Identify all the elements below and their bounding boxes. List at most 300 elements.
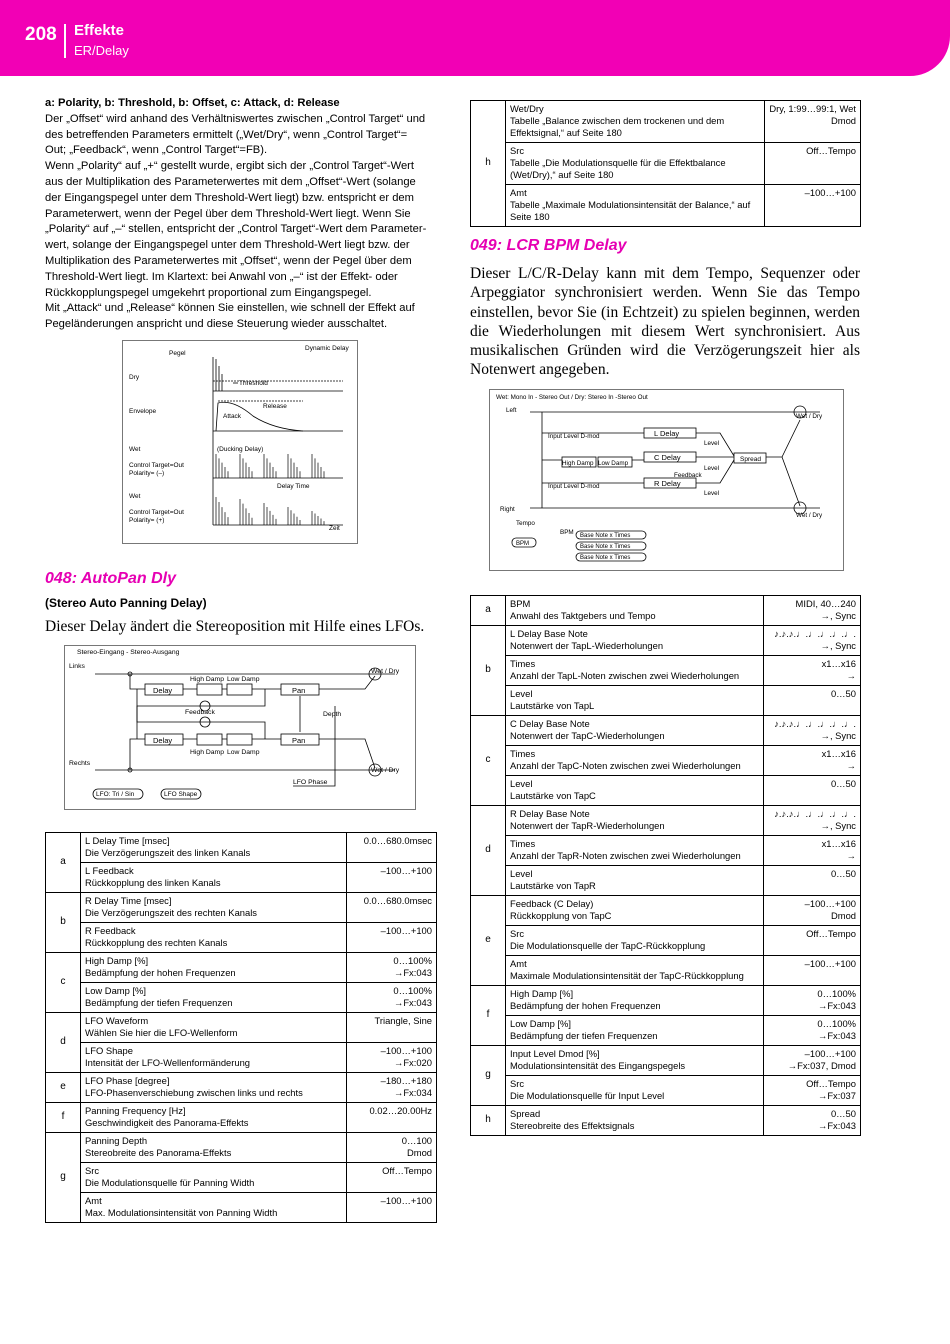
- intro-heading: a: Polarity, b: Threshold, b: Offset, c: Attack, d: Release: [45, 97, 340, 109]
- param-value-cell: [764, 596, 861, 626]
- param-desc: Intensität der LFO-Wellenformänderung: [85, 1057, 251, 1068]
- param-name-cell: [506, 1106, 764, 1136]
- param-value: 0…100%: [817, 1018, 856, 1029]
- param-value-cell: [765, 143, 861, 185]
- param-group-label: e: [46, 1073, 81, 1103]
- ap-label-depth: Depth: [323, 711, 342, 718]
- param-name: Low Damp [%]: [510, 1018, 571, 1029]
- param-group-label: f: [471, 986, 506, 1046]
- param-row: [46, 953, 437, 983]
- param-value: Off…Tempo: [806, 928, 856, 939]
- params-table-048: [45, 832, 437, 1223]
- ap-label-wetdry-bot: Wet / Dry: [371, 767, 400, 774]
- ap-label-highdamp1: High Damp: [190, 676, 224, 683]
- param-value: ♪.♪.♪.♩.♩.♩.♩.♩.: [774, 808, 856, 819]
- param-value-cell: [764, 1076, 861, 1106]
- param-name-cell: [81, 1133, 347, 1163]
- param-desc: Notenwert der TapR-Wiederholungen: [510, 820, 665, 831]
- param-value: Off…Tempo: [806, 145, 856, 156]
- param-name-cell: [81, 863, 347, 893]
- lcr-svg: [490, 390, 843, 570]
- ap-label-lfophase: LFO Phase: [293, 779, 328, 786]
- param-name-cell: [506, 926, 764, 956]
- params-table-wetdry: [470, 100, 861, 227]
- param-value-cell: [764, 686, 861, 716]
- param-group-label: a: [46, 833, 81, 893]
- param-value-cell: [346, 833, 436, 863]
- intro-text-block: [45, 96, 440, 333]
- dyn-label-threshold: Threshold: [239, 380, 268, 387]
- lcr-label-left: Left: [506, 407, 517, 414]
- param-value-extra: →, Sync: [820, 640, 856, 651]
- param-name: Level: [510, 688, 533, 699]
- param-name-cell: [506, 716, 764, 746]
- param-value-cell: [764, 776, 861, 806]
- param-value: ♪.♪.♪.♩.♩.♩.♩.♩.: [774, 718, 856, 729]
- param-desc: Anwahl des Taktgebers und Tempo: [510, 610, 656, 621]
- param-value-cell: [764, 1046, 861, 1076]
- param-value-cell: [764, 926, 861, 956]
- param-name: Feedback (C Delay): [510, 898, 594, 909]
- param-value-cell: [764, 866, 861, 896]
- param-group-label: f: [46, 1103, 81, 1133]
- param-name: L Delay Base Note: [510, 628, 588, 639]
- lcr-box-cdelay: C Delay: [654, 453, 681, 462]
- param-value-extra: →Fx:034: [393, 1087, 432, 1098]
- param-row: [471, 596, 861, 626]
- page-number: 208: [25, 24, 57, 45]
- param-desc: Geschwindigkeit des Panorama-Effekts: [85, 1117, 249, 1128]
- lcr-delay-diagram: [489, 389, 844, 571]
- ap-label-lowdamp1: Low Damp: [227, 676, 260, 683]
- param-desc: Tabelle „Balance zwischen dem trockenen und dem Effektsignal,“ auf Seite 180: [510, 115, 725, 138]
- param-value: –100…+100: [804, 958, 856, 969]
- param-value-extra: →: [846, 850, 856, 861]
- param-desc: Max. Modulationsintensität von Panning Width: [85, 1207, 278, 1218]
- param-name-cell: [506, 1016, 764, 1046]
- intro-line: Pegeländerungen anspricht und diese Steuerung wieder ausschaltet.: [45, 318, 388, 331]
- param-name: R Delay Base Note: [510, 808, 590, 819]
- param-value-extra: →Fx:043: [393, 967, 432, 978]
- param-value-extra: →Fx:043: [817, 1000, 856, 1011]
- param-name: Panning Frequency [Hz]: [85, 1105, 186, 1116]
- param-row: [46, 863, 437, 893]
- ap-box-delay2: Delay: [153, 736, 173, 745]
- param-name-cell: [506, 185, 765, 227]
- param-name: Input Level Dmod [%]: [510, 1048, 600, 1059]
- param-name-cell: [506, 1046, 764, 1076]
- intro-line: Threshold-Wert liegt. Im Klartext: bei Anwahl von „–“ ist der Effekt- oder: [45, 270, 398, 283]
- autopan-diagram: [64, 645, 416, 810]
- param-value-cell: [764, 746, 861, 776]
- param-value: –100…+100: [804, 187, 856, 198]
- param-value: –100…+100: [804, 1048, 856, 1059]
- param-row: [46, 923, 437, 953]
- dyn-title: Dynamic Delay: [305, 345, 349, 352]
- param-row: [46, 1133, 437, 1163]
- param-row: [471, 1106, 861, 1136]
- param-row: [46, 1103, 437, 1133]
- param-desc: Bedämpfung der tiefen Frequenzen: [510, 1030, 658, 1041]
- param-value-cell: [346, 953, 436, 983]
- param-value-cell: [764, 956, 861, 986]
- param-value: 0…100%: [817, 988, 856, 999]
- param-value-cell: [346, 1103, 436, 1133]
- param-name: High Damp [%]: [510, 988, 574, 999]
- param-value-extra: →Fx:043: [817, 1120, 856, 1131]
- param-value-extra: →Fx:043: [393, 997, 432, 1008]
- ap-box-delay1: Delay: [153, 686, 173, 695]
- param-name: Src: [510, 928, 525, 939]
- param-group-label: e: [471, 896, 506, 986]
- param-desc: Die Modulationsquelle für Panning Width: [85, 1177, 255, 1188]
- param-value: 0…50: [830, 868, 856, 879]
- param-group-label: g: [46, 1133, 81, 1223]
- param-value-cell: [764, 1016, 861, 1046]
- param-desc: Die Modulationsquelle der TapC-Rückkopplung: [510, 940, 706, 951]
- param-desc: Wählen Sie hier die LFO-Wellenform: [85, 1027, 238, 1038]
- param-value: x1…x16: [821, 658, 856, 669]
- page-header: [0, 0, 950, 76]
- param-desc: Die Verzögerungszeit des rechten Kanals: [85, 907, 257, 918]
- param-name: Src: [510, 1078, 525, 1089]
- dynamic-delay-diagram: [122, 340, 358, 544]
- param-desc: LFO-Phasenverschiebung zwischen links und rechts: [85, 1087, 303, 1098]
- param-value-cell: [346, 863, 436, 893]
- param-value-cell: [764, 1106, 861, 1136]
- param-row: [471, 716, 861, 746]
- lcr-label-feedback: Feedback: [674, 472, 702, 479]
- param-value: –180…+180: [380, 1075, 432, 1086]
- param-name: R Feedback: [85, 925, 136, 936]
- param-name-cell: [506, 806, 764, 836]
- param-value-cell: [346, 1043, 436, 1073]
- param-name: BPM: [510, 598, 531, 609]
- param-value-extra: →Fx:037: [817, 1090, 856, 1101]
- param-row: [46, 1013, 437, 1043]
- ap-box-pan1: Pan: [292, 686, 306, 695]
- param-desc: Tabelle „Die Modulationsquelle für die Effektbalance (Wet/Dry),“ auf Seite 180: [510, 157, 726, 180]
- param-name: LFO Shape: [85, 1045, 133, 1056]
- param-value-extra: Dmod: [830, 910, 856, 921]
- param-row: [471, 926, 861, 956]
- param-value: MIDI, 40…240: [795, 598, 856, 609]
- lcr-label-inlevel1: Input Level D-mod: [548, 433, 600, 440]
- lcr-bpm-pill: BPM: [516, 541, 530, 547]
- param-row: [46, 1163, 437, 1193]
- param-group-label: b: [471, 626, 506, 716]
- param-desc: Maximale Modulationsintensität der TapC-Rückkopplung: [510, 970, 744, 981]
- param-name-cell: [81, 1103, 347, 1133]
- param-value-extra: →Fx:043: [817, 1030, 856, 1041]
- param-row: [46, 1073, 437, 1103]
- param-desc: Bedämpfung der hohen Frequenzen: [85, 967, 236, 978]
- param-value-extra: Dmod: [830, 115, 856, 126]
- param-row: [471, 626, 861, 656]
- param-desc: Rückkopplung des rechten Kanals: [85, 937, 228, 948]
- param-row: [46, 833, 437, 863]
- dyn-label-ct1: Control Target=Out: [129, 462, 184, 469]
- param-value: 0.0…680.0msec: [363, 895, 432, 906]
- param-row: [471, 185, 861, 227]
- lcr-label-highdamp: High Damp: [562, 460, 594, 467]
- param-name: Panning Depth: [85, 1135, 148, 1146]
- dyn-label-zeit: Zeit: [329, 525, 340, 532]
- param-group-label: h: [471, 1106, 506, 1136]
- param-row: [471, 776, 861, 806]
- dyn-label-dry: Dry: [129, 374, 140, 381]
- param-name-cell: [506, 746, 764, 776]
- chapter-title: Effekte: [74, 22, 125, 39]
- param-name: Src: [510, 145, 525, 156]
- param-value: x1…x16: [821, 838, 856, 849]
- param-name: Amt: [510, 958, 527, 969]
- param-row: [46, 1043, 437, 1073]
- ap-label-lowdamp2: Low Damp: [227, 749, 260, 756]
- param-value: Dry, 1:99…99:1, Wet: [769, 103, 856, 114]
- lcr-base3: Base Note x Times: [580, 555, 631, 561]
- param-name: Low Damp [%]: [85, 985, 146, 996]
- param-value: 0…100%: [393, 985, 432, 996]
- ap-label-wetdry-top: Wet / Dry: [371, 668, 400, 675]
- dyn-label-ducking: (Ducking Delay): [217, 446, 264, 453]
- header-divider: [64, 24, 66, 58]
- lcr-label-wetdry-top: Wet / Dry: [796, 413, 823, 420]
- param-value: 0…100%: [393, 955, 432, 966]
- param-name-cell: [81, 833, 347, 863]
- section-048-title: 048: AutoPan Dly: [45, 570, 176, 587]
- param-name: Amt: [510, 187, 527, 198]
- param-name-cell: [506, 656, 764, 686]
- param-desc: Stereobreite des Panorama-Effekts: [85, 1147, 232, 1158]
- dynamic-delay-svg: [123, 341, 357, 543]
- param-group-label: g: [471, 1046, 506, 1106]
- param-desc: Anzahl der TapR-Noten zwischen zwei Wiederholungen: [510, 850, 741, 861]
- param-row: [46, 893, 437, 923]
- param-desc: Lautstärke von TapL: [510, 700, 595, 711]
- param-group-label: h: [471, 101, 506, 227]
- param-name: Times: [510, 838, 536, 849]
- param-desc: Stereobreite des Effektsignals: [510, 1120, 635, 1131]
- param-row: [471, 1046, 861, 1076]
- param-value-cell: [346, 923, 436, 953]
- param-value-extra: →, Sync: [820, 820, 856, 831]
- param-name: Wet/Dry: [510, 103, 544, 114]
- param-value: x1…x16: [821, 748, 856, 759]
- param-group-label: d: [46, 1013, 81, 1073]
- section-048-desc: Dieser Delay ändert die Stereoposition mit Hilfe eines LFOs.: [45, 618, 425, 635]
- param-value-cell: [764, 896, 861, 926]
- param-row: [471, 1076, 861, 1106]
- param-value: –100…+100: [380, 925, 432, 936]
- param-desc: Modulationsintensität des Eingangspegels: [510, 1060, 686, 1071]
- param-name-cell: [81, 1073, 347, 1103]
- param-name-cell: [506, 896, 764, 926]
- lcr-label-level3: Level: [704, 490, 720, 497]
- param-desc: Lautstärke von TapC: [510, 790, 596, 801]
- param-desc: Rückkopplung des linken Kanals: [85, 877, 221, 888]
- param-value-extra: Dmod: [406, 1147, 432, 1158]
- param-name: Src: [85, 1165, 100, 1176]
- param-value: 0…100: [401, 1135, 432, 1146]
- param-name-cell: [506, 956, 764, 986]
- lcr-label-wetdry-bot: Wet / Dry: [796, 512, 823, 519]
- param-name-cell: [506, 596, 764, 626]
- ap-label-feedback: Feedback: [185, 709, 215, 716]
- param-name-cell: [506, 836, 764, 866]
- intro-line: Out; „Feedback“, wenn „Control Target“=FB).: [45, 144, 268, 157]
- param-group-label: d: [471, 806, 506, 896]
- intro-line: aus der Multiplikation des Parameterwertes mit dem „Offset“-Wert (solange: [45, 175, 416, 188]
- lcr-base2: Base Note x Times: [580, 544, 631, 550]
- dyn-label-ct2: Control Target=Out: [129, 509, 184, 516]
- intro-line: des betreffenden Parameters ermittelt („Wet/Dry“, wenn „Control Target“=: [45, 128, 408, 141]
- param-name: C Delay Base Note: [510, 718, 590, 729]
- param-value: –100…+100: [380, 1195, 432, 1206]
- param-value: 0.0…680.0msec: [363, 835, 432, 846]
- param-row: [471, 896, 861, 926]
- param-name-cell: [506, 686, 764, 716]
- param-desc: Anzahl der TapL-Noten zwischen zwei Wiederholungen: [510, 670, 740, 681]
- lcr-label-bpm1: BPM: [560, 529, 574, 536]
- param-row: [471, 986, 861, 1016]
- param-value: 0…50: [830, 778, 856, 789]
- param-value-extra: →Fx:037, Dmod: [787, 1060, 856, 1071]
- param-value-cell: [764, 716, 861, 746]
- param-value-cell: [764, 656, 861, 686]
- param-value-cell: [346, 1073, 436, 1103]
- param-value-extra: →, Sync: [820, 730, 856, 741]
- param-value-cell: [346, 983, 436, 1013]
- dyn-label-delaytime: Delay Time: [277, 483, 310, 490]
- ap-box-pan2: Pan: [292, 736, 306, 745]
- intro-line: Wenn „Polarity“ auf „+“ gestellt wurde, ergibt sich der „Control Target“-Wert: [45, 160, 415, 173]
- section-049-desc: Dieser L/C/R-Delay kann mit dem Tempo, Sequenzer oder Arpeggiator synchronisiert werden. Wenn Sie das Tempo einstellen, bevor Sie (in Echtzeit) zu spielen beginnen, werden die Wiederholungen mit diesem Wert synchronisiert. Aus musikalischen Gründen wird die Verzögerungszeit hier als Notenwert angegeben.: [470, 265, 860, 379]
- param-desc: Die Verzögerungszeit des linken Kanals: [85, 847, 251, 858]
- param-value: Off…Tempo: [806, 1078, 856, 1089]
- param-desc: Notenwert der TapC-Wiederholungen: [510, 730, 665, 741]
- param-value: 0…50: [830, 688, 856, 699]
- param-name-cell: [81, 893, 347, 923]
- param-name: Times: [510, 658, 536, 669]
- param-value-cell: [346, 1193, 436, 1223]
- ap-label-highdamp2: High Damp: [190, 749, 224, 756]
- param-desc: Lautstärke von TapR: [510, 880, 596, 891]
- intro-lines: [45, 112, 440, 333]
- param-row: [471, 956, 861, 986]
- param-row: [471, 836, 861, 866]
- dyn-label-pol2: Polarity= (+): [129, 517, 165, 524]
- param-name: R Delay Time [msec]: [85, 895, 172, 906]
- intro-line: Multiplikation des Parameterwertes mit „Offset“, wenn der Pegel über dem: [45, 254, 412, 267]
- lcr-label-tempo: Tempo: [516, 520, 535, 527]
- intro-line: wert, solange der Eingangspegel unter dem Threshold-Wert liegt bzw. der: [45, 239, 410, 252]
- dyn-label-release: Release: [263, 403, 287, 410]
- param-desc: Rückkopplung von TapC: [510, 910, 612, 921]
- param-name-cell: [506, 776, 764, 806]
- param-group-label: c: [471, 716, 506, 806]
- param-name: Times: [510, 748, 536, 759]
- param-value-extra: →: [846, 760, 856, 771]
- param-name-cell: [81, 1043, 347, 1073]
- param-name: LFO Waveform: [85, 1015, 149, 1026]
- param-value-cell: [764, 626, 861, 656]
- param-value-cell: [346, 1013, 436, 1043]
- lcr-box-rdelay: R Delay: [654, 479, 681, 488]
- ap-lfo-wave: LFO: Tri / Sin: [96, 791, 135, 798]
- lcr-label-level2: Level: [704, 465, 720, 472]
- param-group-label: c: [46, 953, 81, 1013]
- param-name-cell: [81, 1163, 347, 1193]
- section-049-title: 049: LCR BPM Delay: [470, 237, 627, 254]
- param-row: [471, 656, 861, 686]
- param-row: [471, 1016, 861, 1046]
- param-name: Amt: [85, 1195, 102, 1206]
- param-desc: Die Modulationsquelle für Input Level: [510, 1090, 665, 1101]
- param-row: [471, 101, 861, 143]
- lcr-label-inlevel2: Input Level D-mod: [548, 483, 600, 490]
- lcr-label-right: Right: [500, 506, 515, 513]
- param-value-cell: [764, 986, 861, 1016]
- param-name-cell: [506, 143, 765, 185]
- param-value-cell: [765, 185, 861, 227]
- param-name: L Delay Time [msec]: [85, 835, 170, 846]
- chapter-subtitle: ER/Delay: [74, 43, 129, 58]
- intro-line: Der „Offset“ wird anhand des Verhältniswertes zwischen „Control Target“ und: [45, 112, 426, 125]
- lcr-label-level1: Level: [704, 440, 720, 447]
- param-row: [46, 1193, 437, 1223]
- param-row: [471, 866, 861, 896]
- param-name: Spread: [510, 1108, 541, 1119]
- ap-lfo-shape: LFO Shape: [164, 791, 198, 798]
- autopan-svg: [65, 646, 415, 809]
- param-value: 0.02…20.00Hz: [369, 1105, 432, 1116]
- param-name-cell: [81, 983, 347, 1013]
- param-value-extra: →: [846, 670, 856, 681]
- param-value: Off…Tempo: [382, 1165, 432, 1176]
- param-value: –100…+100: [380, 865, 432, 876]
- intro-line: „Polarity“ auf „–“ stellen, entspricht der „Control Target“-Wert dem Parameter-: [45, 223, 427, 236]
- param-row: [471, 746, 861, 776]
- dyn-label-wet2: Wet: [129, 493, 141, 500]
- param-desc: Tabelle „Maximale Modulationsintensität der Balance,“ auf Seite 180: [510, 199, 751, 222]
- param-desc: Notenwert der TapL-Wiederholungen: [510, 640, 664, 651]
- param-group-label: b: [46, 893, 81, 953]
- param-value: –100…+100: [380, 1045, 432, 1056]
- param-desc: Anzahl der TapC-Noten zwischen zwei Wiederholungen: [510, 760, 741, 771]
- param-value-cell: [764, 836, 861, 866]
- ap-label-links: Links: [69, 663, 85, 670]
- intro-line: der Eingangspegel unter dem Threshold-Wert liegt) bzw. entspricht er dem: [45, 191, 414, 204]
- param-name-cell: [506, 1076, 764, 1106]
- param-group-label: a: [471, 596, 506, 626]
- lcr-label-io: Wet: Mono In - Stereo Out / Dry: Stereo In -Stereo Out: [496, 394, 648, 401]
- param-value-cell: [346, 1133, 436, 1163]
- lcr-box-spread: Spread: [740, 456, 761, 463]
- dyn-label-envelope: Envelope: [129, 408, 157, 415]
- param-name: Level: [510, 778, 533, 789]
- param-row: [471, 143, 861, 185]
- param-value-extra: →Fx:020: [393, 1057, 432, 1068]
- dyn-label-attack: Attack: [223, 413, 242, 420]
- param-value-cell: [764, 806, 861, 836]
- param-row: [471, 806, 861, 836]
- param-name-cell: [81, 1013, 347, 1043]
- param-name-cell: [506, 101, 765, 143]
- param-desc: Bedämpfung der tiefen Frequenzen: [85, 997, 233, 1008]
- param-name-cell: [81, 1193, 347, 1223]
- dyn-label-pol1: Polarity= (–): [129, 470, 165, 477]
